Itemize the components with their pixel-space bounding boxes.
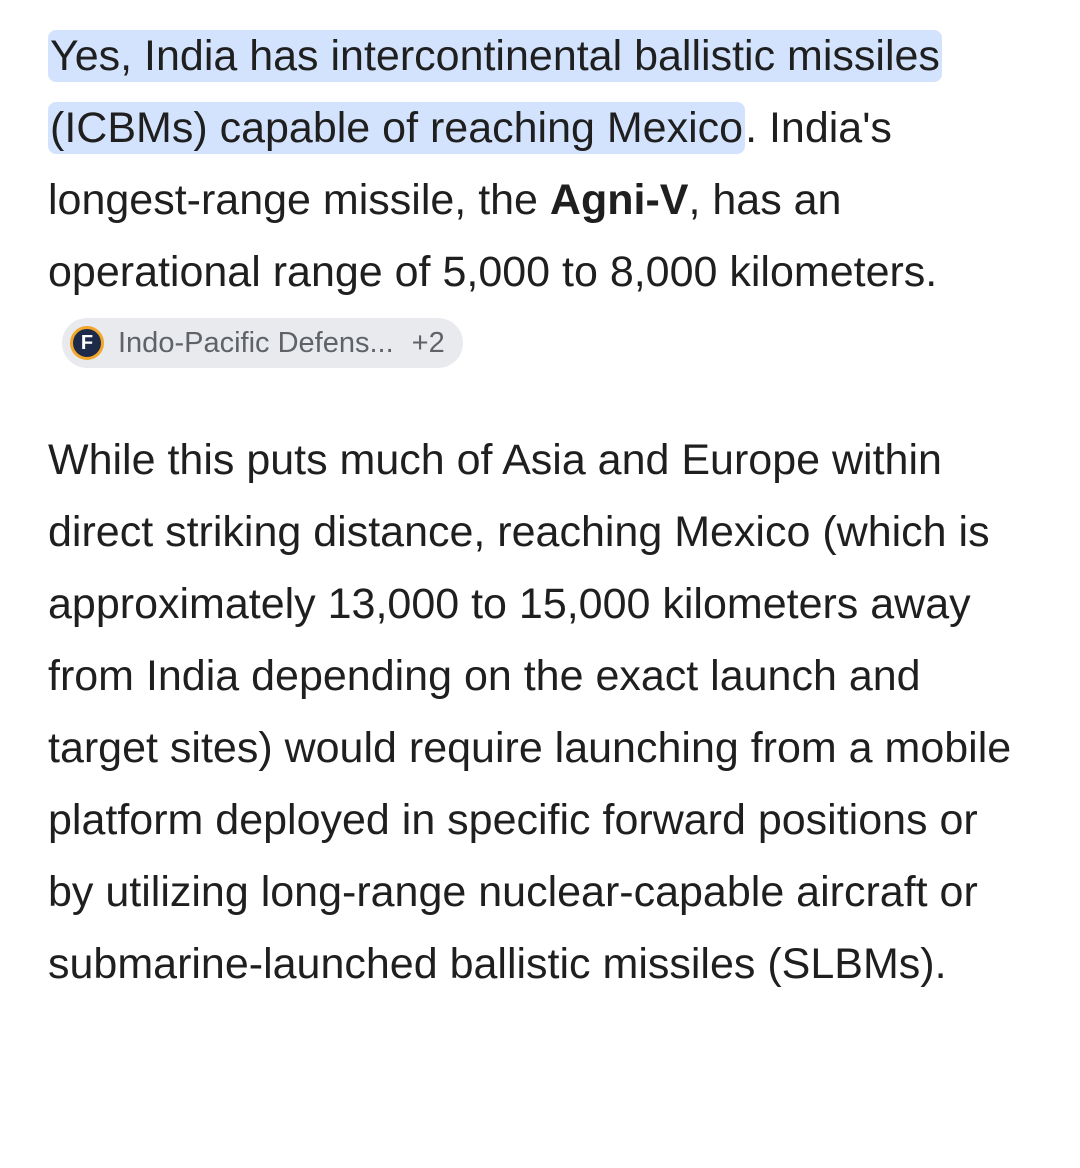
missile-name: Agni-V (549, 176, 689, 224)
highlighted-answer[interactable]: Yes, India has intercontinental ballistic missiles (ICBMs) capable of reaching Mexico (50, 32, 940, 152)
answer-paragraph-1 (48, 20, 1032, 380)
source-favicon-icon: F (70, 326, 104, 360)
source-chip-count: +2 (411, 326, 445, 359)
source-chip[interactable] (62, 318, 463, 368)
answer-text: . India's longest-range missile, the (48, 104, 892, 224)
answer-text-range: , has an operational range of 5,000 to 8,000 kilometers. (48, 176, 938, 296)
answer-paragraph-2: While this puts much of Asia and Europe within direct striking distance, reaching Mexico (which is approximately 13,000 to 15,000 kilometers away from India depending on the exact launch and target sites) would require launching from a mobile platform deployed in specific forward positions or by utilizing long-range nuclear-capable aircraft or submarine-launched ballistic missiles (SLBMs). (48, 436, 1012, 988)
source-chip-label: Indo-Pacific Defens... (118, 326, 394, 359)
